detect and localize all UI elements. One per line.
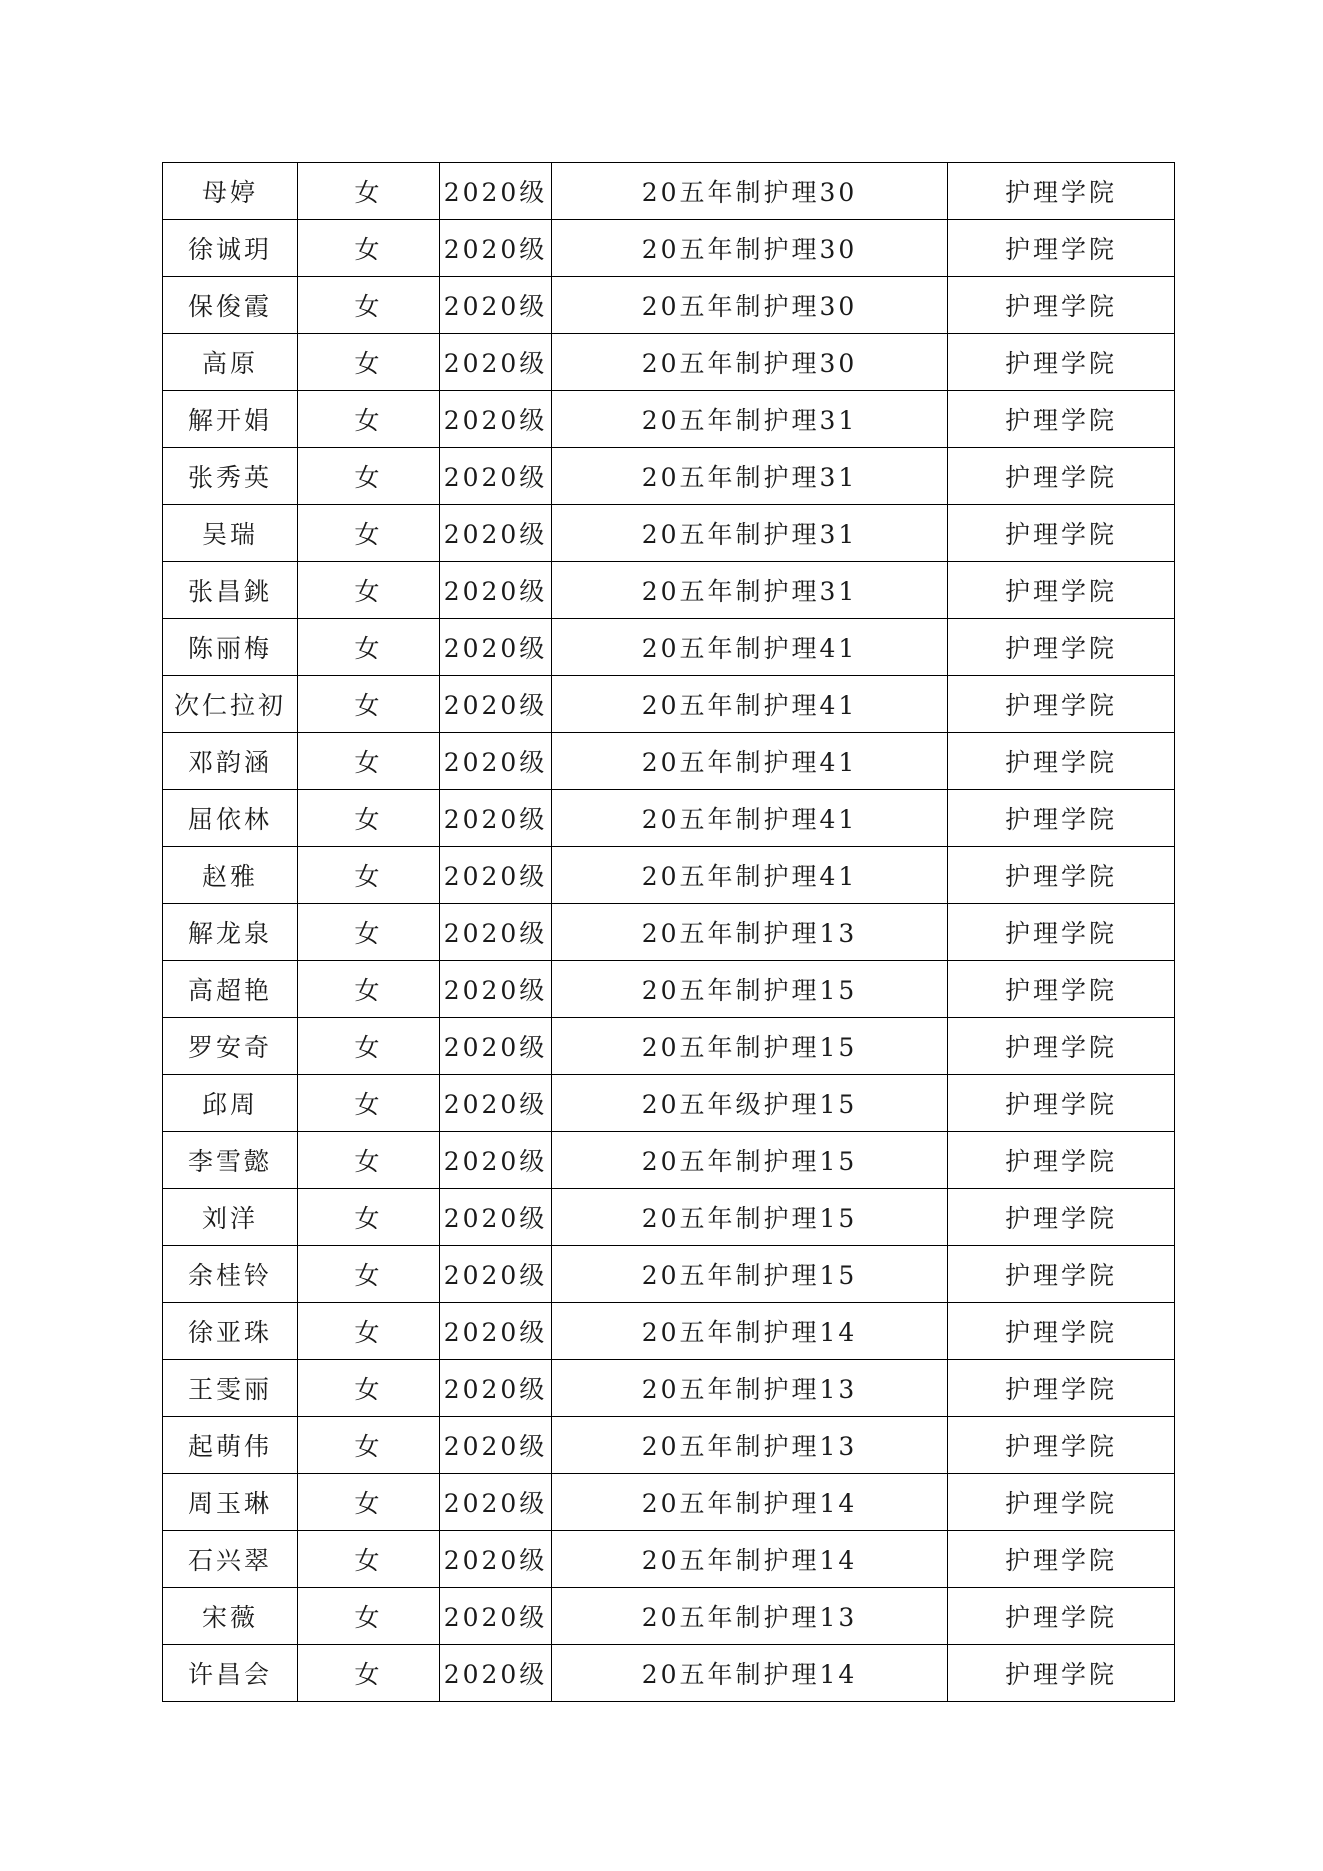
gender-cell: 女 [298,334,440,391]
grade-cell: 2020级 [440,1075,552,1132]
class-cell: 20五年制护理30 [552,163,948,220]
college-cell: 护理学院 [948,847,1175,904]
grade-cell: 2020级 [440,505,552,562]
college-cell: 护理学院 [948,1531,1175,1588]
gender-cell: 女 [298,448,440,505]
table-row [163,220,1175,277]
grade-cell: 2020级 [440,1303,552,1360]
college-cell: 护理学院 [948,1474,1175,1531]
student-name-cell: 高原 [163,334,298,391]
student-name-cell: 次仁拉初 [163,676,298,733]
student-name-cell: 石兴翠 [163,1531,298,1588]
grade-cell: 2020级 [440,1474,552,1531]
class-cell: 20五年制护理30 [552,220,948,277]
gender-cell: 女 [298,1645,440,1702]
student-name-cell: 起萌伟 [163,1417,298,1474]
gender-cell: 女 [298,1132,440,1189]
college-cell: 护理学院 [948,790,1175,847]
college-cell: 护理学院 [948,619,1175,676]
gender-cell: 女 [298,1303,440,1360]
student-name-cell: 吴瑞 [163,505,298,562]
grade-cell: 2020级 [440,1018,552,1075]
college-cell: 护理学院 [948,448,1175,505]
college-cell: 护理学院 [948,391,1175,448]
gender-cell: 女 [298,1189,440,1246]
gender-cell: 女 [298,619,440,676]
student-name-cell: 许昌会 [163,1645,298,1702]
college-cell: 护理学院 [948,904,1175,961]
college-cell: 护理学院 [948,1189,1175,1246]
table-row [163,1132,1175,1189]
class-cell: 20五年制护理13 [552,1360,948,1417]
table-row [163,1246,1175,1303]
student-name-cell: 高超艳 [163,961,298,1018]
student-name-cell: 罗安奇 [163,1018,298,1075]
class-cell: 20五年制护理14 [552,1645,948,1702]
gender-cell: 女 [298,1360,440,1417]
class-cell: 20五年制护理41 [552,847,948,904]
roster-body [163,163,1175,1702]
table-row [163,1303,1175,1360]
table-row [163,277,1175,334]
class-cell: 20五年制护理15 [552,1132,948,1189]
table-row [163,961,1175,1018]
college-cell: 护理学院 [948,1303,1175,1360]
college-cell: 护理学院 [948,1588,1175,1645]
grade-cell: 2020级 [440,1417,552,1474]
class-cell: 20五年制护理14 [552,1474,948,1531]
table-row [163,334,1175,391]
grade-cell: 2020级 [440,904,552,961]
gender-cell: 女 [298,1246,440,1303]
college-cell: 护理学院 [948,1360,1175,1417]
class-cell: 20五年制护理41 [552,733,948,790]
student-name-cell: 张昌銚 [163,562,298,619]
student-name-cell: 李雪懿 [163,1132,298,1189]
college-cell: 护理学院 [948,220,1175,277]
table-row [163,1189,1175,1246]
class-cell: 20五年制护理13 [552,1417,948,1474]
grade-cell: 2020级 [440,1531,552,1588]
college-cell: 护理学院 [948,1645,1175,1702]
grade-cell: 2020级 [440,847,552,904]
gender-cell: 女 [298,1588,440,1645]
student-name-cell: 刘洋 [163,1189,298,1246]
table-row [163,1588,1175,1645]
gender-cell: 女 [298,1474,440,1531]
college-cell: 护理学院 [948,505,1175,562]
table-row [163,562,1175,619]
grade-cell: 2020级 [440,733,552,790]
grade-cell: 2020级 [440,961,552,1018]
table-row [163,1018,1175,1075]
class-cell: 20五年制护理31 [552,391,948,448]
gender-cell: 女 [298,1417,440,1474]
college-cell: 护理学院 [948,961,1175,1018]
college-cell: 护理学院 [948,1417,1175,1474]
grade-cell: 2020级 [440,334,552,391]
grade-cell: 2020级 [440,1189,552,1246]
grade-cell: 2020级 [440,1360,552,1417]
table-row [163,790,1175,847]
student-name-cell: 屈依林 [163,790,298,847]
class-cell: 20五年制护理14 [552,1531,948,1588]
gender-cell: 女 [298,676,440,733]
table-row [163,505,1175,562]
class-cell: 20五年制护理15 [552,1018,948,1075]
student-name-cell: 徐亚珠 [163,1303,298,1360]
gender-cell: 女 [298,904,440,961]
table-row [163,448,1175,505]
grade-cell: 2020级 [440,1246,552,1303]
gender-cell: 女 [298,790,440,847]
table-row [163,847,1175,904]
class-cell: 20五年制护理41 [552,619,948,676]
gender-cell: 女 [298,220,440,277]
student-name-cell: 赵雅 [163,847,298,904]
table-row [163,1645,1175,1702]
table-row [163,676,1175,733]
class-cell: 20五年级护理15 [552,1075,948,1132]
grade-cell: 2020级 [440,220,552,277]
student-name-cell: 陈丽梅 [163,619,298,676]
class-cell: 20五年制护理30 [552,277,948,334]
gender-cell: 女 [298,847,440,904]
gender-cell: 女 [298,1531,440,1588]
gender-cell: 女 [298,1018,440,1075]
student-name-cell: 邓韵涵 [163,733,298,790]
table-row [163,391,1175,448]
student-name-cell: 王雯丽 [163,1360,298,1417]
table-row [163,1075,1175,1132]
table-row [163,733,1175,790]
grade-cell: 2020级 [440,1588,552,1645]
student-name-cell: 母婷 [163,163,298,220]
gender-cell: 女 [298,733,440,790]
college-cell: 护理学院 [948,1018,1175,1075]
college-cell: 护理学院 [948,1075,1175,1132]
class-cell: 20五年制护理13 [552,904,948,961]
table-row [163,163,1175,220]
grade-cell: 2020级 [440,448,552,505]
gender-cell: 女 [298,391,440,448]
college-cell: 护理学院 [948,1246,1175,1303]
college-cell: 护理学院 [948,334,1175,391]
grade-cell: 2020级 [440,277,552,334]
class-cell: 20五年制护理31 [552,562,948,619]
grade-cell: 2020级 [440,562,552,619]
class-cell: 20五年制护理31 [552,448,948,505]
grade-cell: 2020级 [440,1645,552,1702]
gender-cell: 女 [298,163,440,220]
student-name-cell: 解龙泉 [163,904,298,961]
table-row [163,1474,1175,1531]
class-cell: 20五年制护理41 [552,790,948,847]
grade-cell: 2020级 [440,163,552,220]
gender-cell: 女 [298,277,440,334]
student-name-cell: 保俊霞 [163,277,298,334]
grade-cell: 2020级 [440,790,552,847]
grade-cell: 2020级 [440,391,552,448]
college-cell: 护理学院 [948,733,1175,790]
grade-cell: 2020级 [440,676,552,733]
class-cell: 20五年制护理31 [552,505,948,562]
grade-cell: 2020级 [440,619,552,676]
class-cell: 20五年制护理15 [552,1246,948,1303]
class-cell: 20五年制护理41 [552,676,948,733]
college-cell: 护理学院 [948,163,1175,220]
table-row [163,619,1175,676]
gender-cell: 女 [298,961,440,1018]
student-name-cell: 邱周 [163,1075,298,1132]
student-name-cell: 宋薇 [163,1588,298,1645]
college-cell: 护理学院 [948,676,1175,733]
gender-cell: 女 [298,1075,440,1132]
college-cell: 护理学院 [948,562,1175,619]
student-name-cell: 徐诚玥 [163,220,298,277]
table-row [163,1531,1175,1588]
student-name-cell: 张秀英 [163,448,298,505]
student-roster-table [162,162,1175,1702]
gender-cell: 女 [298,505,440,562]
class-cell: 20五年制护理30 [552,334,948,391]
student-name-cell: 解开娟 [163,391,298,448]
student-name-cell: 余桂铃 [163,1246,298,1303]
table-row [163,1360,1175,1417]
table-row [163,1417,1175,1474]
table-row [163,904,1175,961]
class-cell: 20五年制护理14 [552,1303,948,1360]
student-name-cell: 周玉琳 [163,1474,298,1531]
grade-cell: 2020级 [440,1132,552,1189]
class-cell: 20五年制护理15 [552,961,948,1018]
class-cell: 20五年制护理15 [552,1189,948,1246]
college-cell: 护理学院 [948,277,1175,334]
class-cell: 20五年制护理13 [552,1588,948,1645]
gender-cell: 女 [298,562,440,619]
college-cell: 护理学院 [948,1132,1175,1189]
